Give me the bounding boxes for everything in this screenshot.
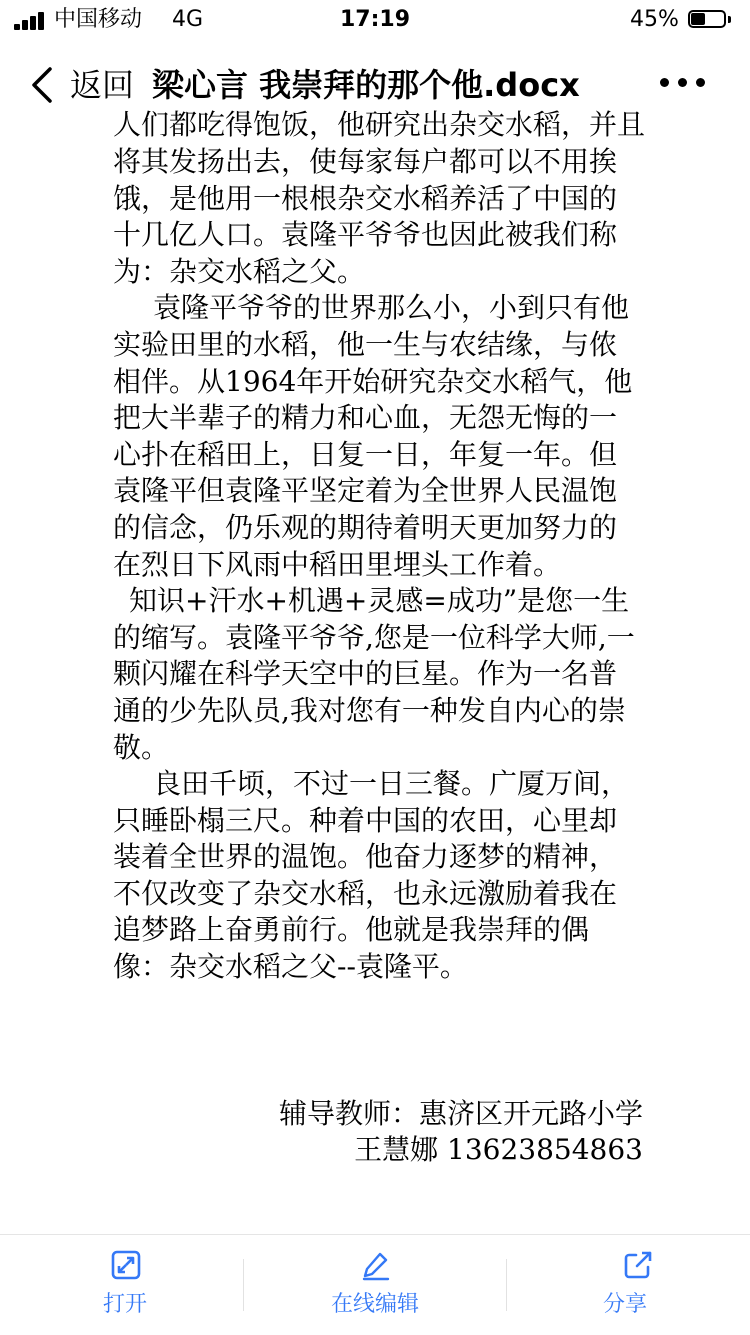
- toolbar-divider: [243, 1259, 244, 1311]
- status-bar: [0, 0, 750, 40]
- more-options-icon[interactable]: [660, 78, 710, 90]
- share-icon: [622, 1249, 654, 1281]
- share-button[interactable]: [500, 1235, 750, 1335]
- carrier-name: 中国移动: [54, 7, 143, 32]
- document-body: [113, 108, 646, 1169]
- chevron-left-icon[interactable]: [28, 65, 58, 105]
- bottom-toolbar: [0, 1234, 750, 1335]
- teacher-name-phone: 王慧娜 13623854863: [354, 1133, 643, 1167]
- share-label: 分享: [602, 1292, 647, 1317]
- battery-fill: [691, 13, 705, 25]
- paragraph-2: 袁隆平爷爷的世界那么小，小到只有他实验田里的水稻，他一生与农结缘，与侬相伴。从1964年开始研究杂交水稻气，他把大半辈子的精力和心血，无怨无悔的一心扑在稻田上，日复一日，年复一年。但袁隆平但袁隆平坚定着为全世界人民温饱的信念，仍乐观的期待着明天更加努力的在烈日下风雨中稻田里埋头工作着。: [113, 291, 633, 581]
- teacher-line: 辅导教师：惠济区开元路小学: [278, 1096, 643, 1130]
- edit-online-button[interactable]: [250, 1235, 500, 1335]
- back-button[interactable]: 返回: [70, 66, 135, 104]
- status-time: 17:19: [339, 7, 411, 32]
- clipped-text-line: 人们都吃得饱饭，他研究出杂交水稻，并且: [113, 108, 646, 142]
- document-viewer[interactable]: [113, 108, 646, 1208]
- battery-icon: [688, 10, 732, 30]
- open-button[interactable]: [0, 1235, 250, 1335]
- open-external-icon: [110, 1249, 142, 1281]
- pencil-icon: [360, 1249, 392, 1281]
- paragraph-4: 良田千顷，不过一日三餐。广厦万间，只睡卧榻三尺。种着中国的农田，心里却装着全世界的温饱。他奋力逐梦的精神，不仅改变了杂交水稻，也永远激励着我在追梦路上奋勇前行。他就是我崇拜的偶像：杂交水稻之父--袁隆平。: [113, 767, 630, 984]
- battery-percent: 45%: [630, 7, 679, 32]
- open-label: 打开: [102, 1292, 147, 1317]
- edit-online-label: 在线编辑: [330, 1292, 419, 1317]
- document-title: 梁心言 我崇拜的那个他.docx: [152, 66, 580, 104]
- network-type: 4G: [172, 7, 204, 32]
- paragraph-1: 将其发扬出去，使每家每户都可以不用挨饿，是他用一根根杂交水稻养活了中国的十几亿人口。袁隆平爷爷也因此被我们称为：杂交水稻之父。: [113, 145, 618, 288]
- paragraph-3: 知识+汗水+机遇+灵感=成功”是您一生的缩写。袁隆平爷爷,您是一位科学大师,一颗闪耀在科学天空中的巨星。作为一名普通的少先队员,我对您有一种发自内心的崇敬。: [113, 584, 635, 764]
